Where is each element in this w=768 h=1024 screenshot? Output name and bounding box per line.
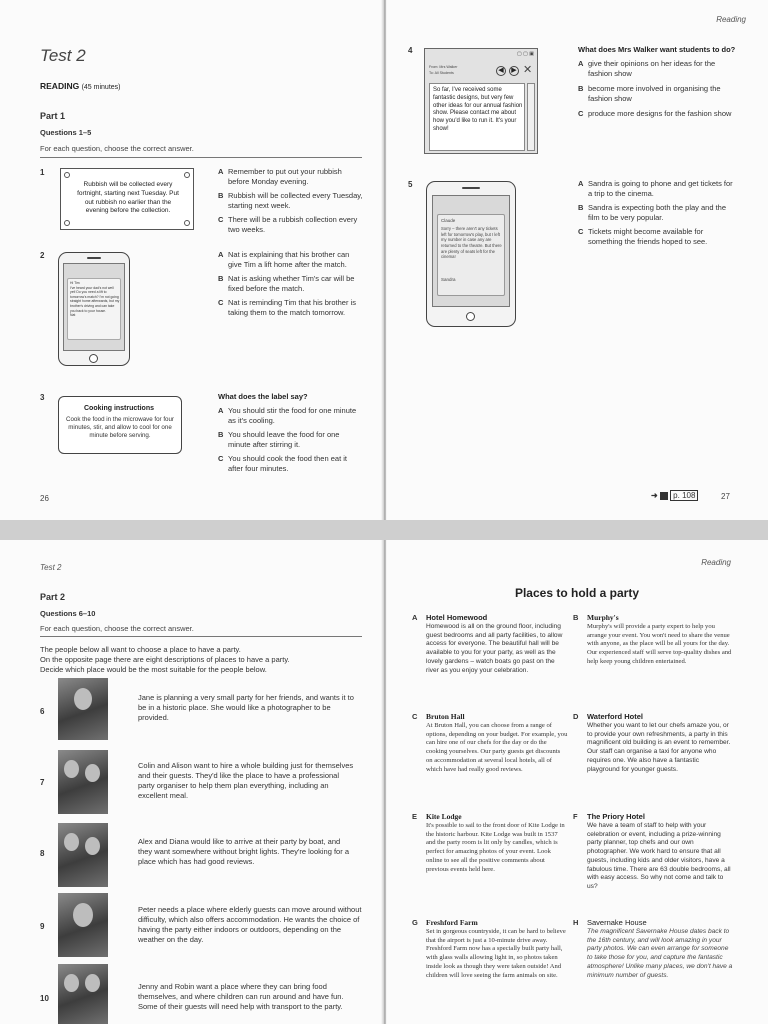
- place-letter: B: [573, 613, 579, 622]
- question-number: 5: [408, 180, 413, 189]
- message-text: Sorry – there aren't any tickets left for tomorrow's play, but I left my number in case any are returned to the theatre. But there are plenty of seats left for the cinema!: [441, 226, 502, 260]
- person-photo: [58, 964, 108, 1024]
- home-button: [89, 354, 98, 363]
- page-number: 27: [721, 492, 730, 501]
- close-icon[interactable]: ✕: [523, 64, 533, 76]
- reply-icon[interactable]: ◀: [496, 66, 506, 76]
- place-name: Murphy's: [587, 613, 619, 622]
- place-name: Waterford Hotel: [587, 712, 643, 721]
- questions-range: Questions 1–5: [40, 128, 92, 137]
- person-photo: [58, 823, 108, 887]
- question-number: 9: [40, 922, 45, 931]
- part-heading: Part 2: [40, 592, 66, 602]
- food-label: [58, 396, 182, 454]
- question-number: 10: [40, 994, 49, 1003]
- place-letter: C: [412, 712, 418, 721]
- instructions: For each question, choose the correct answer.: [40, 144, 194, 153]
- place-description: Set in gorgeous countryside, it can be hard to believe that the airport is just a 10-minute drive away. Freshford Farm now has a specially built party hall, with glass walls allowing light in, so photos taken inside look as though they were taken outside! And children will love seeing the farm animals on site.: [426, 928, 566, 979]
- questions-range: Questions 6–10: [40, 609, 96, 618]
- scrollbar[interactable]: [527, 83, 535, 151]
- option-a: A Remember to put out your rubbish before Monday evening.: [218, 167, 342, 186]
- option-b: B Nat is asking whether Tim's car will be fixed before the match.: [218, 274, 355, 293]
- label-title: Cooking instructions: [84, 405, 154, 412]
- question-number: 2: [40, 251, 45, 260]
- email-text: So far, I've received some fantastic designs, but very few other ideas for our annual fashion show. Please contact me about how you'd like to run it. It's your show!: [433, 87, 523, 132]
- option-b: B You should leave the food for one minute after stirring it.: [218, 430, 340, 449]
- screw-icon: [64, 220, 70, 226]
- book-gutter: [381, 540, 387, 1024]
- message-to: Claude: [441, 218, 456, 223]
- option-c: C There will be a rubbish collection every two weeks.: [218, 215, 358, 234]
- email-from: From: Mrs Walker: [429, 65, 458, 69]
- question-number: 7: [40, 778, 45, 787]
- page-26: [0, 0, 384, 520]
- notice-text: Rubbish will be collected every fortnight, starting next Tuesday. Put out rubbish no earlier than the evening before the collection.: [77, 181, 179, 215]
- home-button: [466, 312, 475, 321]
- intro-line: Decide which place would be the most suitable for the people below.: [40, 665, 267, 674]
- option-a: A Nat is explaining that his brother can give Tim a lift home after the match.: [218, 250, 350, 269]
- running-header: Reading: [701, 558, 731, 567]
- screw-icon: [64, 172, 70, 178]
- person-photo: [58, 893, 108, 957]
- page-28: [0, 540, 384, 1024]
- phone-speaker: [87, 257, 101, 259]
- option-c: C produce more designs for the fashion show: [578, 109, 732, 118]
- place-letter: E: [412, 812, 418, 821]
- place-name: Freshford Farm: [426, 918, 478, 927]
- intro-line: On the opposite page there are eight descriptions of places to have a party.: [40, 655, 290, 664]
- running-header: Test 2: [40, 563, 62, 572]
- reading-heading: [40, 81, 120, 91]
- place-description: At Bruton Hall, you can choose from a range of options, depending on your budget. For example, you can hire one of our chefs for the day or do the cooking yourselves. Our party guests get discounts on accommodation at several local hotels, all of which have had really good reviews.: [426, 722, 568, 773]
- place-letter: G: [412, 918, 418, 927]
- arrow-right-icon: ➜: [651, 491, 658, 500]
- page-number: 26: [40, 494, 49, 503]
- message-text: Hi Tim I've heard your dad's not well yet! Do you need a lift to tomorrow's match? I'm not going straight home afterwards, but my brother's driving and can take you back to your house. Nat: [70, 281, 120, 318]
- place-description: It's possible to sail to the front door of Kite Lodge in the historic harbour. Kite Lodge was built in 1537 and the party room is lit only by candles, which is perfect for amazing photos of your event. Look online to see all the positive comments about previous events held here.: [426, 822, 565, 873]
- person-description: Peter needs a place where elderly guests can move around without difficulty, which also offers accommodation. He wants the choice of having the party either indoors or outdoors, depending on the weather on the day.: [138, 905, 362, 945]
- question-number: 8: [40, 849, 45, 858]
- book-gutter: [381, 0, 387, 520]
- intro-line: The people below all want to choose a place to have a party.: [40, 645, 241, 654]
- option-c: C Nat is reminding Tim that his brother is taking them to the match tomorrow.: [218, 298, 356, 317]
- place-name: Hotel Homewood: [426, 613, 488, 622]
- email-window: [424, 48, 538, 154]
- notice-box: [60, 168, 194, 230]
- email-body: [429, 83, 525, 151]
- person-photo: [58, 750, 108, 814]
- person-description: Jenny and Robin want a place where they can bring food themselves, and where children can run around and have fun. Some of their guests will need help with transport to the party.: [138, 982, 344, 1012]
- email-to: To: All Students: [429, 71, 454, 75]
- place-name: The Priory Hotel: [587, 812, 645, 821]
- reading-label: READING: [40, 81, 80, 91]
- page-reference[interactable]: [651, 491, 698, 500]
- option-a: A You should stir the food for one minute as it's cooling.: [218, 406, 357, 425]
- place-name: Kite Lodge: [426, 812, 462, 821]
- option-b: B Sandra is expecting both the play and the film to be very popular.: [578, 203, 727, 222]
- option-c: C Tickets might become available for something the friends hoped to see.: [578, 227, 708, 246]
- page-29: [386, 540, 768, 1024]
- phone-screen: [432, 195, 510, 307]
- email-window-controls: ▢ ▢ ▣: [517, 51, 534, 57]
- place-description: The magnificent Savernake House dates back to the 16th century, and will look amazing in your party photos. We can even arrange for someone to take those for you, and capture the fantastic atmosphere! Unlike many places, we don't have a minimum number of guests.: [587, 928, 733, 979]
- page-ref-text: p. 108: [670, 490, 698, 501]
- option-c: C You should cook the food then eat it after four minutes.: [218, 454, 347, 473]
- place-name: Bruton Hall: [426, 712, 465, 721]
- book-icon: [660, 492, 668, 500]
- place-description: We have a team of staff to help with your celebration or event, including a prize-winning party planner, top chefs and our own photographer. We work hard to ensure that all guests, including kids and older visitors, have a fabulous time. There are 63 double bedrooms, all with easy access. So why not come and talk to us?: [587, 822, 731, 890]
- person-description: Jane is planning a very small party for her friends, and wants it to be in a historic place. She would like a photographer to be provided.: [138, 693, 354, 723]
- option-b: B Rubbish will be collected every Tuesday, starting next week.: [218, 191, 363, 210]
- screw-icon: [184, 220, 190, 226]
- divider: [40, 157, 362, 158]
- phone-screen: [63, 263, 125, 351]
- question-number: 1: [40, 168, 45, 177]
- place-letter: H: [573, 918, 579, 927]
- instructions: For each question, choose the correct answer.: [40, 624, 194, 633]
- question-number: 4: [408, 46, 413, 55]
- question-number: 3: [40, 393, 45, 402]
- label-text: Cook the food in the microwave for four minutes, stir, and allow to cool for one minute before serving.: [66, 416, 174, 440]
- running-header: Reading: [716, 15, 746, 24]
- reading-time: (45 minutes): [81, 84, 121, 91]
- page-title: Places to hold a party: [514, 586, 640, 600]
- divider: [40, 636, 362, 637]
- message-bubble: [437, 214, 505, 296]
- place-letter: F: [573, 812, 578, 821]
- page-27: [386, 0, 768, 520]
- test-title: Test 2: [40, 46, 86, 65]
- part-heading: Part 1: [40, 111, 66, 121]
- forward-icon[interactable]: ▶: [509, 66, 519, 76]
- option-b: B become more involved in organising the fashion show: [578, 84, 721, 103]
- place-letter: A: [412, 613, 418, 622]
- screw-icon: [184, 172, 190, 178]
- phone-illustration: [58, 252, 130, 366]
- place-name: Savernake House: [587, 918, 647, 927]
- option-a: A give their opinions on her ideas for the fashion show: [578, 59, 716, 78]
- message-from: Sandra: [441, 277, 456, 282]
- place-description: Homewood is all on the ground floor, including guest bedrooms and all party facilities, to allow access for everyone. The beautiful hall will be available to you for your party, as well as the lovely gardens – watch boats go past on the river as you enjoy your celebration.: [426, 623, 563, 674]
- message-bubble: [67, 278, 121, 340]
- place-letter: D: [573, 712, 579, 721]
- question-text: What does Mrs Walker want students to do?: [578, 45, 736, 54]
- phone-speaker: [462, 187, 480, 189]
- person-description: Colin and Alison want to hire a whole building just for themselves and their guests. They'd like the place to have a professional party organiser to help them plan everything, including an excellent meal.: [138, 761, 354, 801]
- person-description: Alex and Diana would like to arrive at their party by boat, and they want somewhere without bright lights. They're looking for a place which has had good reviews.: [138, 837, 349, 867]
- option-a: A Sandra is going to phone and get tickets for a trip to the cinema.: [578, 179, 733, 198]
- question-number: 6: [40, 707, 45, 716]
- place-description: Murphy's will provide a party expert to help you arrange your event. You won't need to share the venue with anyone, as the place will be all yours for the day. Our experienced staff will serve top-quality dishes and help keep young children entertained.: [587, 623, 732, 665]
- person-photo: [58, 678, 108, 740]
- phone-illustration: [426, 181, 516, 327]
- place-description: Whether you want to let our chefs amaze you, or to provide your own refreshments, a party in this magnificent old building is an event to remember. Our staff can organise a taxi for anyone who requires one. We also have a fantastic playground for younger guests.: [587, 722, 731, 773]
- question-text: What does the label say?: [218, 392, 308, 401]
